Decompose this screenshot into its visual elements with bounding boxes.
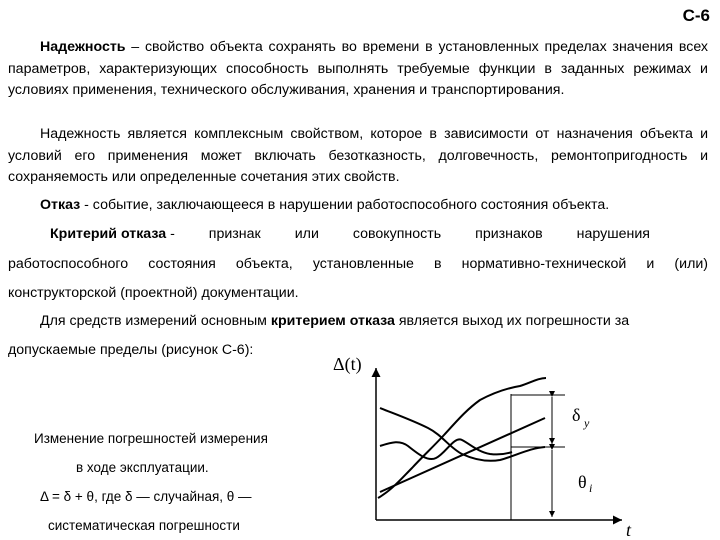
theta-label: θ — [578, 472, 587, 492]
term-criterion: критерием отказа — [270, 313, 395, 329]
failure-definition-text: - событие, заключающееся в нарушении работоспособного состояния объекта. — [80, 197, 610, 213]
measurement-text-a: Для средств измерений основным — [40, 313, 271, 329]
dash: - — [166, 226, 175, 242]
y-axis-label: Δ(t) — [333, 354, 362, 374]
term-failure: Отказ — [40, 197, 81, 213]
page-number: С-6 — [682, 6, 710, 25]
measurement-text-b: является выход их погрешности за — [394, 313, 630, 329]
reliability-definition-text: – свойство объекта сохранять во времени в установленных пределах значения всех параметров, характеризующих способность выполнять требуемые функции в заданных режимах и условиях применения, технического обслуживания, хранения и транспортирования. — [8, 39, 708, 98]
word-sign: признак — [208, 226, 261, 242]
caption-line3: Δ = δ + θ, где δ — случайная, θ — — [40, 489, 252, 504]
curve-rising-fast — [378, 378, 546, 498]
reliability-complex-text: Надежность является комплексным свойством, которое в зависимости от назначения объекта и условий его применения может включать безотказность, долговечность, ремонтопригодность и сохраняемость или определенные сочетания этих свойств. — [8, 126, 708, 185]
word-set: совокупность — [352, 226, 442, 242]
delta-subscript: y — [584, 416, 590, 430]
word-violation: нарушения — [576, 226, 650, 242]
paragraph-measurement-end: допускаемые пределы (рисунок С-6): — [8, 342, 254, 358]
paragraph-failure-criterion-line3: конструкторской (проектной) документации. — [8, 285, 299, 301]
word-or: или — [294, 226, 319, 242]
word-signs: признаков — [475, 226, 543, 242]
caption-line2: в ходе эксплуатации. — [76, 460, 209, 475]
delta-label: δ — [572, 405, 581, 425]
term-failure-criterion: Критерий отказа — [50, 226, 167, 242]
paragraph-failure-criterion-line2: работоспособного состояния объекта, установленные в нормативно-технической и (или) — [8, 256, 708, 272]
term-reliability: Надежность — [40, 39, 126, 55]
theta-subscript: i — [589, 481, 593, 495]
curve-straight-trend — [380, 418, 545, 492]
caption-line4: систематическая погрешности — [48, 518, 240, 533]
caption-line1: Изменение погрешностей измерения — [34, 431, 268, 446]
x-axis-label: t — [626, 520, 632, 540]
